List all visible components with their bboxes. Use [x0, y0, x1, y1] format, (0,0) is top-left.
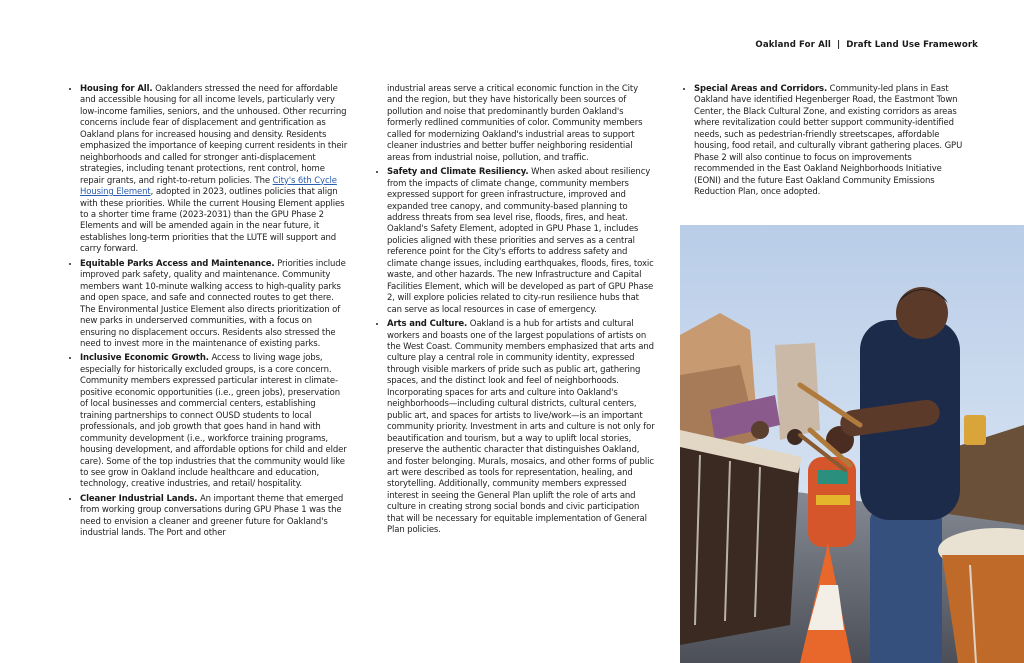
- housing-text-2: , adopted in 2023, outlines policies that align with these priorities. While the current Housing Element applies to a shorter time frame (2023-2031) than the GPU Phase 2 Elements and will be amended again in the near future, it establishes long-term priorities that the LUTE will support and carry forward.: [80, 187, 345, 255]
- industrial-title: Cleaner Industrial Lands.: [80, 493, 198, 504]
- arts-title: Arts and Culture.: [387, 319, 468, 330]
- drummer-illustration: [680, 225, 1024, 663]
- list-item-arts: [387, 319, 655, 537]
- crowd-head-1: [751, 421, 769, 439]
- list-item-safety: [387, 167, 655, 316]
- safety-text: When asked about resiliency from the impacts of climate change, community members expressed support for green infrastructure, improved and expanded tree canopy, and community-based planning to address threats from sea level rise, floods, fires, and heat. Oakland's Safety Element, adopted in GPU Phase 1, includes policies aligned with these priorities and serves as a central reference point for the City's efforts to address safety and climate change issues, including earthquakes, floods, fires, toxic waste, and other hazards. The new Infrastructure and Capital Facilities Element, which will be developed as part of GPU Phase 2, will explore policies related to city-run resilience hubs that can serve as local resources in case of emergency.: [387, 167, 654, 315]
- list-item-industrial: [80, 494, 348, 540]
- second-drummer-pattern: [818, 470, 848, 484]
- second-drummer-pattern-2: [816, 495, 850, 505]
- text-column-2: [373, 84, 655, 540]
- economic-text: Access to living wage jobs, especially for historically excluded groups, is a core concern. Community members expressed particular interest in climate-positive economic opportunities (i.e., green jobs), preservation of local businesses and commercial centers, establishing training partnerships to connect OUSD students to local professionals, and job growth that goes hand in hand with community development (i.e., workforce training programs, housing development, and affordable options for child and elder care). Some of the top industries that the community would like to see grow in Oakland include healthcare and education, technology, creative industries, and retail/ hospitality.: [80, 353, 347, 490]
- parks-title: Equitable Parks Access and Maintenance.: [80, 258, 275, 269]
- header-document-title: Oakland For All: [755, 40, 831, 50]
- industrial-text: An important theme that emerged from working group conversations during GPU Phase 1 was the need to envision a cleaner and greener future for Oakland's industrial lands. The Port and other: [80, 493, 344, 539]
- list-item-special-areas: [694, 84, 970, 199]
- priority-list-2: [373, 167, 655, 537]
- drummer-legs: [870, 510, 942, 663]
- list-item-economic: [80, 353, 348, 490]
- special-text: Community-led plans in East Oakland have identified Hegenberger Road, the Eastmont Town Center, the Black Cultural Zone, and existing corridors as areas where revitalization could better support community-identified needs, such as pedestrian-friendly streetscapes, affordable housing, food retail, and culturally vibrant gathering places. GPU Phase 2 will also continue to focus on improvements recommended in the East Oakland Neighborhoods Initiative (EONI) and the future East Oakland Community Emissions Reduction Plan, once adopted.: [694, 84, 963, 198]
- priority-list-3: [680, 84, 970, 199]
- text-column-3: [680, 84, 970, 202]
- priority-list-1: [66, 84, 348, 540]
- parks-text: Priorities include improved park safety, quality and maintenance. Community members want 10-minute walking access to high-quality parks and open space, and safe and connected routes to get there. The Environmental Justice Element also directs prioritization of new parks in underserved communities, with a focus on ensuring no displacement occurs. Residents also stressed the need to invest more in the maintenance of existing parks.: [80, 258, 346, 349]
- housing-title: Housing for All.: [80, 84, 153, 94]
- header-section-title: Draft Land Use Framework: [846, 40, 978, 50]
- running-header: [755, 40, 978, 50]
- arts-text: Oakland is a hub for artists and cultural workers and boasts one of the largest populations of artists on the West Coast. Community members emphasized that arts and culture play a central role in community identity, expressed through visible markers of pride such as public art, gathering spaces, and the distinct look and feel of neighborhoods. Incorporating spaces for arts and culture into Oakland's neighborhoods—including cultural districts, cultural centers, public art, and spaces for artists to live/work—is an important community priority. Investment in arts and culture is not only for beautification and tourism, but a way to uplift local stories, preserve the authentic character that distinguishes Oakland, and foster belonging. Murals, mosaics, and other forms of public art were described as tools for representation, healing, and storytelling. Additionally, community members expressed interest in seeing the General Plan uplift the role of arts and culture in creating strong social bonds and civic participation that will be necessary for equitable implementation of General Plan policies.: [387, 319, 655, 536]
- housing-element-link[interactable]: City's 6th Cycle Housing Element: [80, 175, 337, 198]
- special-title: Special Areas and Corridors.: [694, 84, 828, 94]
- list-item-housing: [80, 84, 348, 256]
- industrial-continuation: industrial areas serve a critical economic function in the City and the region, but they have historically been sources of pollution and noise that predominantly burden Oakland's formerly redlined communities of color. Community members called for modernizing Oakland's industrial areas to support cleaner industries and better buffer neighboring residential areas from industrial noise, pollution, and traffic.: [387, 84, 643, 163]
- text-column-1: [66, 84, 348, 543]
- shop-sign: [964, 415, 986, 445]
- list-item-parks: [80, 259, 348, 351]
- drummer-photo: [680, 225, 1024, 663]
- safety-title: Safety and Climate Resiliency.: [387, 167, 529, 178]
- header-separator: |: [836, 40, 841, 50]
- housing-text-1: Oaklanders stressed the need for affordable and accessible housing for all income levels, particularly very low-income families, seniors, and the unhoused. Other recurring concerns include fear of displacement and gentrification as Oakland plans for increased housing and density. Residents emphasized the importance of keeping current residents in their neighborhoods and called for stronger anti-displacement strategies, including tenant protections, rent control, home repair grants, and right-to-return policies. The: [80, 84, 348, 186]
- economic-title: Inclusive Economic Growth.: [80, 353, 209, 364]
